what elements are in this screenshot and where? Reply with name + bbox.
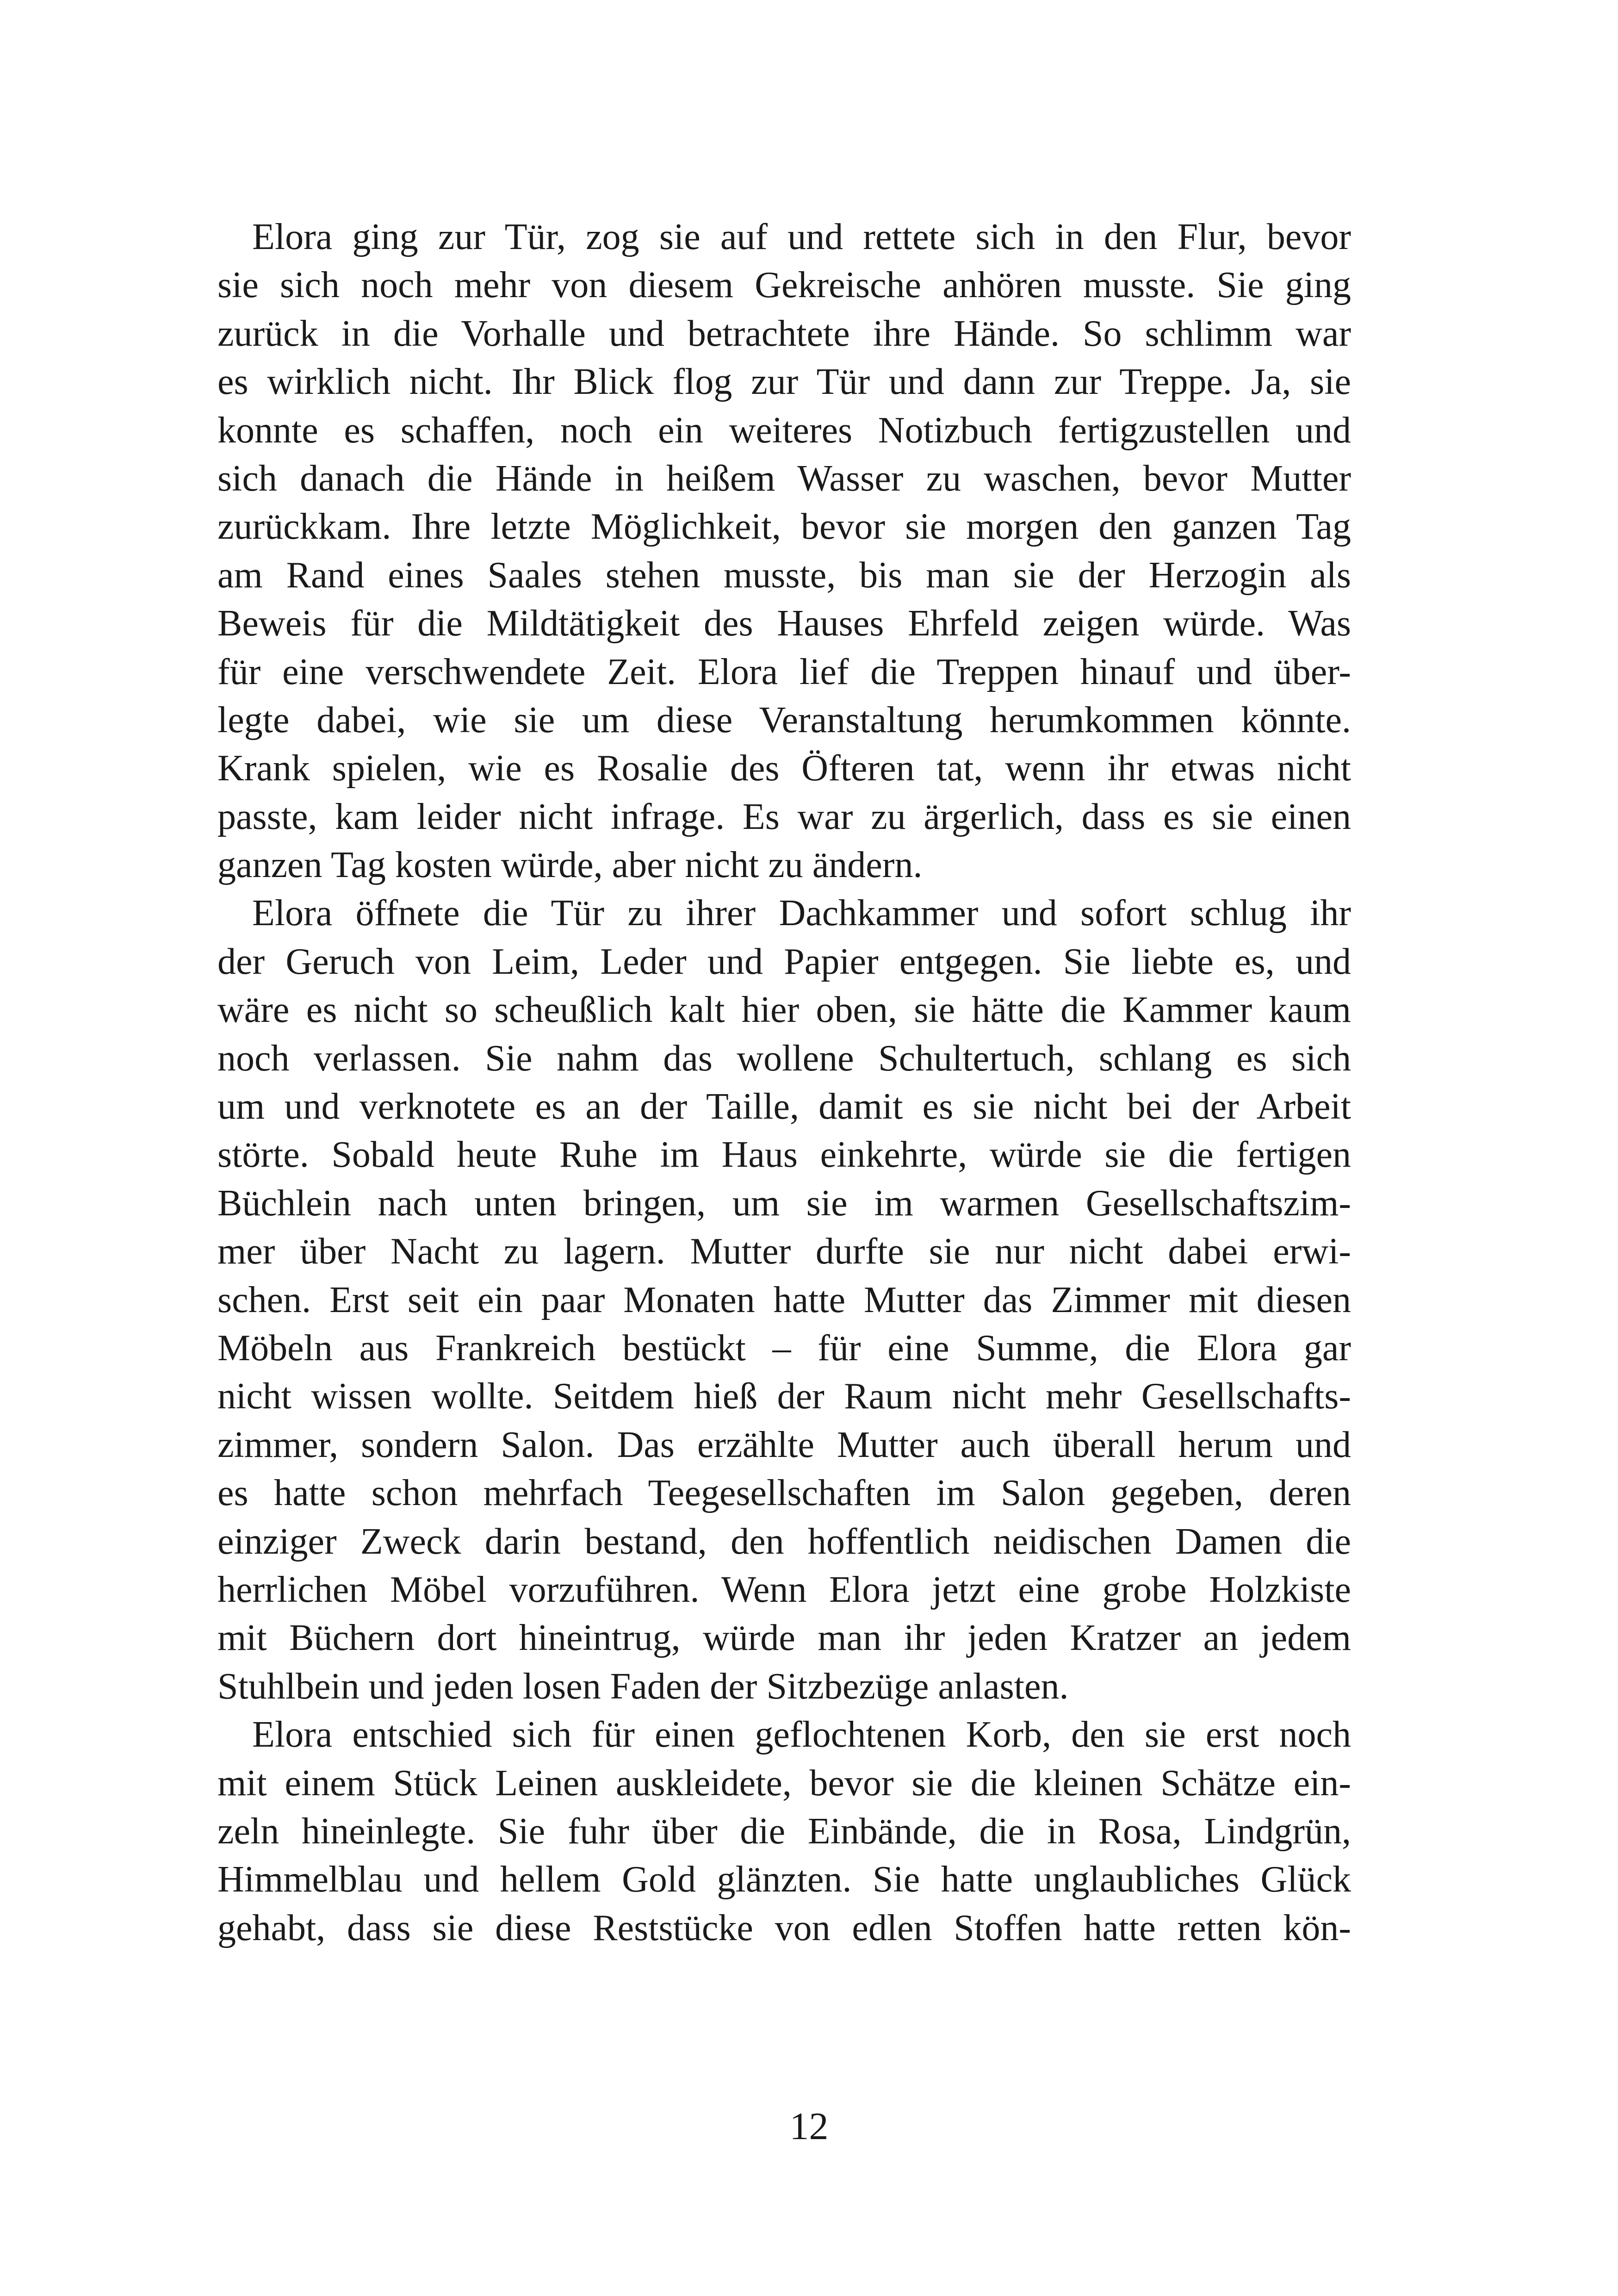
text-line: Krank spielen, wie es Rosalie des Öfteren tat, wenn ihr etwas nicht <box>217 748 1351 789</box>
paragraph-2 <box>217 889 1351 1711</box>
text-line: sie sich noch mehr von diesem Gekreische anhören musste. Sie ging <box>217 265 1351 306</box>
text-line: um und verknotete es an der Taille, damit es sie nicht bei der Arbeit <box>217 1086 1351 1127</box>
text-line: Himmelblau und hellem Gold glänzten. Sie hatte unglaubliches Glück <box>217 1859 1351 1900</box>
text-line: es hatte schon mehrfach Teegesellschaften im Salon gegeben, deren <box>217 1473 1351 1514</box>
text-line: herrlichen Möbel vorzuführen. Wenn Elora jetzt eine grobe Holzkiste <box>217 1569 1351 1610</box>
text-line: zurück in die Vorhalle und betrachtete ihre Hände. So schlimm war <box>217 313 1351 354</box>
text-line: Möbeln aus Frankreich bestückt – für eine Summe, die Elora gar <box>217 1327 1351 1369</box>
text-line: Stuhlbein und jeden losen Faden der Sitzbezüge anlasten. <box>217 1666 1069 1707</box>
text-line: es wirklich nicht. Ihr Blick flog zur Tür und dann zur Treppe. Ja, sie <box>217 361 1351 403</box>
paragraph-3 <box>217 1711 1351 1952</box>
text-line: sich danach die Hände in heißem Wasser zu waschen, bevor Mutter <box>217 458 1351 499</box>
text-line: nicht wissen wollte. Seitdem hieß der Raum nicht mehr Gesellschafts- <box>217 1376 1351 1417</box>
text-line: am Rand eines Saales stehen musste, bis man sie der Herzogin als <box>217 554 1351 596</box>
text-line: schen. Erst seit ein paar Monaten hatte Mutter das Zimmer mit diesen <box>217 1279 1351 1320</box>
text-line: Büchlein nach unten bringen, um sie im warmen Gesellschaftszim- <box>217 1182 1351 1224</box>
page-number: 12 <box>789 2105 829 2148</box>
text-line: mit einem Stück Leinen auskleidete, bevor sie die kleinen Schätze ein- <box>217 1762 1351 1804</box>
text-line: für eine verschwendete Zeit. Elora lief die Treppen hinauf und über- <box>217 651 1351 692</box>
text-line: Elora ging zur Tür, zog sie auf und rettete sich in den Flur, bevor <box>252 217 1351 257</box>
text-line: mer über Nacht zu lagern. Mutter durfte sie nur nicht dabei erwi- <box>217 1231 1351 1272</box>
text-line: störte. Sobald heute Ruhe im Haus einkehrte, würde sie die fertigen <box>217 1134 1351 1176</box>
text-line: Elora öffnete die Tür zu ihrer Dachkammer und sofort schlug ihr <box>252 893 1351 934</box>
text-line: mit Büchern dort hineintrug, würde man ihr jeden Kratzer an jedem <box>217 1618 1351 1659</box>
body-text <box>217 213 1351 1952</box>
paragraph-1 <box>217 213 1351 889</box>
text-line: Elora entschied sich für einen geflochtenen Korb, den sie erst noch <box>252 1714 1351 1755</box>
text-line: konnte es schaffen, noch ein weiteres Notizbuch fertigzustellen und <box>217 410 1351 451</box>
text-line: zurückkam. Ihre letzte Möglichkeit, bevor sie morgen den ganzen Tag <box>217 506 1351 548</box>
text-line: ganzen Tag kosten würde, aber nicht zu ändern. <box>217 845 923 886</box>
text-line: einziger Zweck darin bestand, den hoffentlich neidischen Damen die <box>217 1521 1351 1562</box>
text-line: passte, kam leider nicht infrage. Es war zu ärgerlich, dass es sie einen <box>217 796 1351 837</box>
text-line: legte dabei, wie sie um diese Veranstaltung herumkommen könnte. <box>217 699 1351 740</box>
text-line: noch verlassen. Sie nahm das wollene Schultertuch, schlang es sich <box>217 1038 1351 1079</box>
text-line: zeln hineinlegte. Sie fuhr über die Einbände, die in Rosa, Lindgrün, <box>217 1811 1351 1852</box>
text-line: wäre es nicht so scheußlich kalt hier oben, sie hätte die Kammer kaum <box>217 989 1351 1031</box>
text-line: Beweis für die Mildtätigkeit des Hauses Ehrfeld zeigen würde. Was <box>217 603 1351 644</box>
text-line: zimmer, sondern Salon. Das erzählte Mutter auch überall herum und <box>217 1424 1351 1465</box>
text-line: gehabt, dass sie diese Reststücke von edlen Stoffen hatte retten kön- <box>217 1907 1351 1948</box>
text-line: der Geruch von Leim, Leder und Papier entgegen. Sie liebte es, und <box>217 941 1351 982</box>
